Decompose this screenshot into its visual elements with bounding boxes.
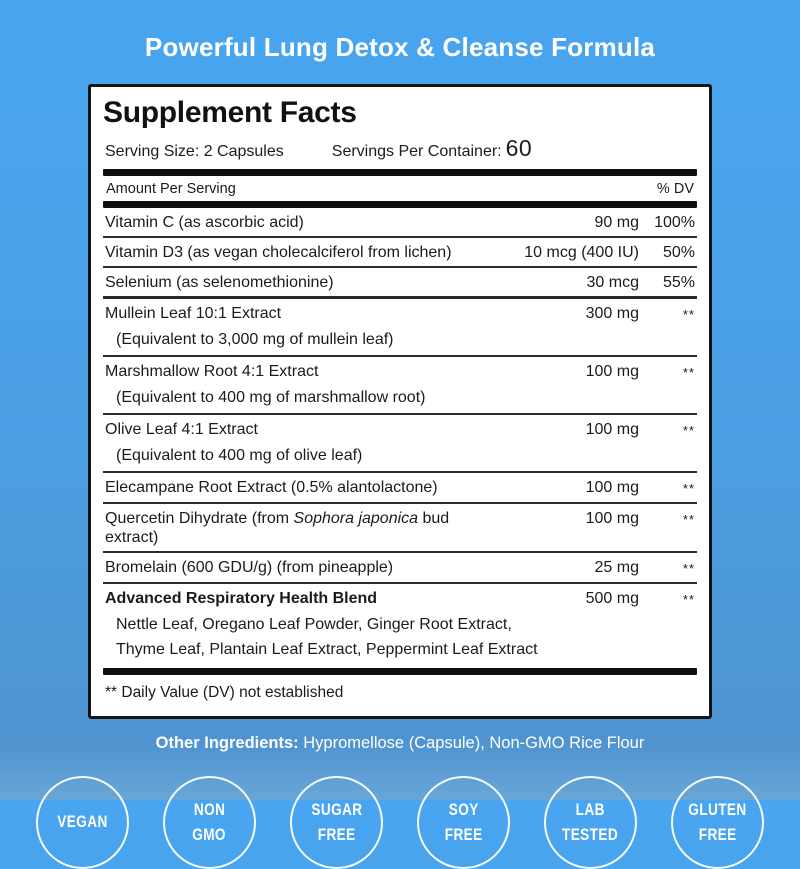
serving-size: Serving Size: 2 Capsules [105, 143, 284, 160]
badge-label: VEGAN [57, 812, 108, 832]
divider-thick-header [103, 201, 697, 208]
nutrient-dv: ** [682, 423, 695, 438]
divider-thick-top [103, 169, 697, 176]
serving-info [105, 135, 695, 162]
nutrient-name: Advanced Respiratory Health Blend [105, 590, 378, 607]
servings-per-container-label: Servings Per Container: [331, 143, 502, 160]
nutrient-name: Marshmallow Root 4:1 Extract [105, 363, 319, 380]
badge-label: FREE [698, 824, 737, 844]
nutrient-name: Vitamin C (as ascorbic acid) [105, 214, 304, 231]
badge-label: SUGAR [310, 800, 363, 820]
table-row-olive-leaf [103, 415, 697, 473]
nutrient-dv: ** [682, 307, 695, 322]
nutrient-amount: 25 mg [594, 559, 639, 576]
daily-value-footnote: ** Daily Value (DV) not established [105, 684, 344, 701]
nutrient-name: Selenium (as selenomethionine) [105, 274, 334, 291]
supplement-facts-panel [88, 84, 712, 719]
blend-ingredients-line-1: Nettle Leaf, Oregano Leaf Powder, Ginger Root Extract, [116, 616, 512, 633]
nutrient-dv: ** [682, 365, 695, 380]
table-row-selenium [103, 268, 697, 299]
feature-badges [0, 776, 800, 869]
page-title: Powerful Lung Detox & Cleanse Formula [144, 32, 656, 62]
nutrient-name: Elecampane Root Extract (0.5% alantolactone) [105, 479, 438, 496]
nutrient-name: Vitamin D3 (as vegan cholecalciferol from lichen) [105, 244, 452, 261]
percent-dv-header: % DV [656, 181, 694, 197]
nutrient-name-latin: Sophora japonica [293, 510, 419, 527]
nutrient-amount: 30 mcg [586, 274, 639, 291]
nutrient-dv: ** [682, 512, 695, 527]
other-ingredients [0, 734, 800, 753]
nutrient-amount: 100 mg [585, 363, 639, 380]
nutrient-equivalent-note: (Equivalent to 3,000 mg of mullein leaf) [116, 331, 394, 348]
table-row-elecampane-root [103, 473, 697, 504]
badge-label: SOY [448, 800, 479, 820]
other-ingredients-text: Hypromellose (Capsule), Non-GMO Rice Flour [298, 734, 645, 752]
table-row-quercetin [103, 504, 697, 553]
blend-ingredients-line-2: Thyme Leaf, Plantain Leaf Extract, Peppermint Leaf Extract [116, 641, 538, 658]
table-row-vitamin-d3 [103, 238, 697, 268]
nutrient-equivalent-note: (Equivalent to 400 mg of marshmallow root) [116, 389, 426, 406]
badge-non-gmo [163, 776, 256, 869]
badge-lab-tested [544, 776, 637, 869]
table-row-vitamin-c [103, 208, 697, 238]
badge-vegan [36, 776, 129, 869]
table-row-bromelain [103, 553, 697, 584]
nutrient-name [105, 509, 491, 547]
badge-gluten-free [671, 776, 764, 869]
nutrient-amount: 90 mg [594, 214, 639, 231]
badge-label: LAB [575, 800, 606, 820]
nutrient-name: Mullein Leaf 10:1 Extract [105, 305, 282, 322]
badge-label: NON [193, 800, 226, 820]
divider-thick-bottom [103, 668, 697, 675]
nutrient-dv: 50% [662, 244, 695, 261]
nutrient-equivalent-note: (Equivalent to 400 mg of olive leaf) [116, 447, 363, 464]
servings-per-container-value: 60 [505, 135, 533, 161]
nutrient-amount: 100 mg [585, 510, 639, 527]
nutrient-amount: 100 mg [585, 479, 639, 496]
nutrient-amount: 300 mg [585, 305, 639, 322]
nutrient-name-part: Quercetin Dihydrate (from [105, 510, 294, 527]
badge-label: GLUTEN [688, 800, 747, 820]
nutrient-amount: 10 mcg (400 IU) [524, 244, 639, 261]
nutrient-dv: 100% [654, 214, 695, 231]
nutrient-dv: ** [682, 481, 695, 496]
nutrient-dv: 55% [662, 274, 695, 291]
nutrient-rows [103, 208, 697, 668]
badge-sugar-free [290, 776, 383, 869]
badge-soy-free [417, 776, 510, 869]
table-row-mullein-leaf [103, 299, 697, 357]
nutrient-dv: ** [682, 561, 695, 576]
amount-per-serving-header: Amount Per Serving [106, 181, 236, 197]
table-row-respiratory-blend [103, 584, 697, 668]
table-header [103, 176, 697, 201]
table-row-marshmallow-root [103, 357, 697, 415]
supplement-facts-title: Supplement Facts [103, 96, 357, 129]
nutrient-name-part: bud extract) [105, 510, 450, 546]
badge-label: GMO [192, 824, 227, 844]
nutrient-name: Bromelain (600 GDU/g) (from pineapple) [105, 559, 394, 576]
nutrient-name: Olive Leaf 4:1 Extract [105, 421, 258, 438]
nutrient-dv: ** [682, 592, 695, 607]
nutrient-amount: 100 mg [585, 421, 639, 438]
badge-label: FREE [317, 824, 356, 844]
other-ingredients-label: Other Ingredients: [155, 734, 299, 752]
badge-label: FREE [444, 824, 483, 844]
badge-label: TESTED [562, 824, 619, 844]
nutrient-amount: 500 mg [585, 590, 639, 607]
